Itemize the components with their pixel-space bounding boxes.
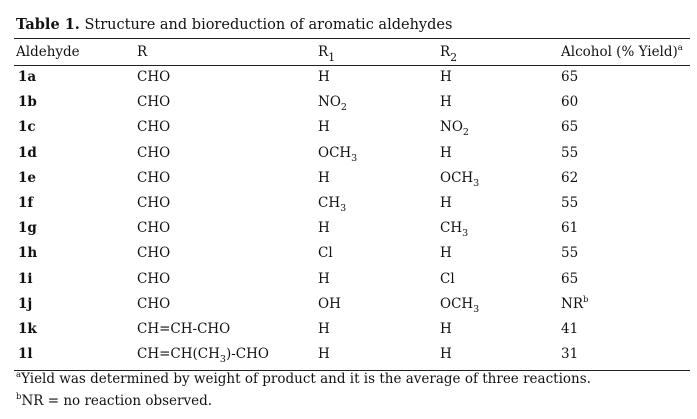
cell-aldehyde: 1a (18, 69, 37, 85)
cell-aldehyde: 1k (18, 320, 37, 337)
footnote-b-mark: b (16, 392, 22, 402)
cell-yield: 65 (561, 69, 579, 85)
header-r: R (137, 44, 148, 60)
cell-aldehyde: 1h (18, 245, 38, 262)
cell-r: CHO (137, 119, 171, 136)
cell-r: CH=CH-CHO (137, 320, 231, 337)
cell-yield: 55 (561, 194, 579, 211)
cell-r2: H (440, 69, 452, 85)
cell-r: CHO (137, 169, 171, 186)
superscript: b (582, 294, 589, 305)
table-row (0, 317, 697, 342)
footnote-b (16, 391, 212, 411)
cell-r1: H (318, 119, 330, 136)
cell-r2: H (440, 94, 452, 111)
cell-yield: $NR^b$ (561, 294, 589, 312)
cell-r: CHO (137, 144, 171, 161)
table-row (0, 191, 697, 216)
cell-aldehyde: 1i (18, 270, 33, 287)
cell-r2: H (440, 320, 452, 337)
cell-yield: 31 (561, 346, 579, 363)
cell-r1: $NO_2$ (318, 94, 347, 114)
cell-r2: Cl (440, 270, 455, 287)
cell-r2: $OCH_3$ (440, 169, 480, 189)
cell-r2: $NO_2$ (440, 119, 469, 139)
header-r2-base: R (440, 44, 451, 60)
header-yield-label: Alcohol (% Yield) (561, 44, 678, 60)
cell-r: CHO (137, 295, 171, 312)
table-row (0, 141, 697, 166)
cell-yield: 62 (561, 169, 579, 186)
cell-r1: H (318, 270, 330, 287)
cell-aldehyde: 1f (18, 194, 34, 211)
header-yield (561, 42, 683, 64)
cell-aldehyde: 1g (18, 220, 37, 237)
cell-r: CHO (137, 245, 171, 262)
subscript: 2 (462, 127, 469, 139)
table-row (0, 166, 697, 191)
subscript: 3 (473, 177, 480, 189)
header-r2 (440, 42, 457, 64)
cell-r2: $CH_3$ (440, 220, 469, 240)
header-r1-subscript: 1 (328, 51, 336, 64)
cell-yield: 41 (561, 320, 579, 337)
table-row (0, 241, 697, 266)
cell-yield: 55 (561, 144, 579, 161)
cell-r1: $OCH_3$ (318, 144, 358, 164)
cell-r1: H (318, 169, 330, 186)
cell-aldehyde: 1c (18, 119, 36, 136)
table-row (0, 342, 697, 367)
footnote-a (16, 369, 591, 389)
footnote-b-text: NR = no reaction observed. (21, 393, 213, 409)
table-row (0, 267, 697, 292)
cell-r: CHO (137, 194, 171, 211)
cell-r: $CH=CH(CH_3)$-CHO (137, 346, 269, 366)
subscript: 3 (351, 152, 358, 164)
header-r1-base: R (318, 44, 329, 60)
cell-r1: Cl (318, 245, 333, 262)
cell-aldehyde: 1l (18, 346, 33, 363)
footnote-a-text: Yield was determined by weight of product and it is the average of three reactions. (21, 371, 591, 387)
header-yield-footnote-mark: a (677, 43, 683, 53)
table-row (0, 115, 697, 140)
cell-r2: H (440, 346, 452, 363)
cell-r2: $OCH_3$ (440, 295, 480, 315)
cell-r1: H (318, 69, 330, 85)
cell-r2: H (440, 144, 452, 161)
header-aldehyde: Aldehyde (16, 44, 80, 60)
table-row (0, 65, 697, 90)
cell-r2: H (440, 194, 452, 211)
cell-r: CHO (137, 69, 171, 85)
table-number: Table 1. (16, 16, 80, 33)
cell-aldehyde: 1e (18, 169, 36, 186)
cell-r: CHO (137, 94, 171, 111)
top-rule (14, 38, 690, 39)
footnote-a-mark: a (16, 370, 22, 380)
cell-r1: $CH_3$ (318, 194, 347, 214)
cell-r: CHO (137, 220, 171, 237)
cell-aldehyde: 1j (18, 295, 33, 312)
subscript: 3 (462, 228, 469, 240)
subscript: 2 (340, 102, 347, 114)
table-body (0, 65, 697, 367)
header-r1 (318, 42, 335, 64)
cell-r1: H (318, 320, 330, 337)
table-title: Structure and bioreduction of aromatic aldehydes (79, 17, 453, 33)
table-row (0, 216, 697, 241)
cell-yield: 60 (561, 94, 579, 111)
cell-yield: 65 (561, 270, 579, 287)
cell-yield: 61 (561, 220, 579, 237)
header-r2-subscript: 2 (450, 51, 458, 64)
cell-yield: 55 (561, 245, 579, 262)
cell-r1: H (318, 346, 330, 363)
subscript: 3 (340, 202, 347, 214)
cell-r1: OH (318, 295, 341, 312)
cell-aldehyde: 1b (18, 94, 37, 111)
cell-r1: H (318, 220, 330, 237)
cell-aldehyde: 1d (18, 144, 37, 161)
subscript: 3 (473, 303, 480, 315)
table-row (0, 90, 697, 115)
table-caption (16, 15, 452, 35)
cell-yield: 65 (561, 119, 579, 136)
table-row (0, 292, 697, 317)
cell-r: CHO (137, 270, 171, 287)
cell-r2: H (440, 245, 452, 262)
subscript: 3 (219, 354, 226, 366)
